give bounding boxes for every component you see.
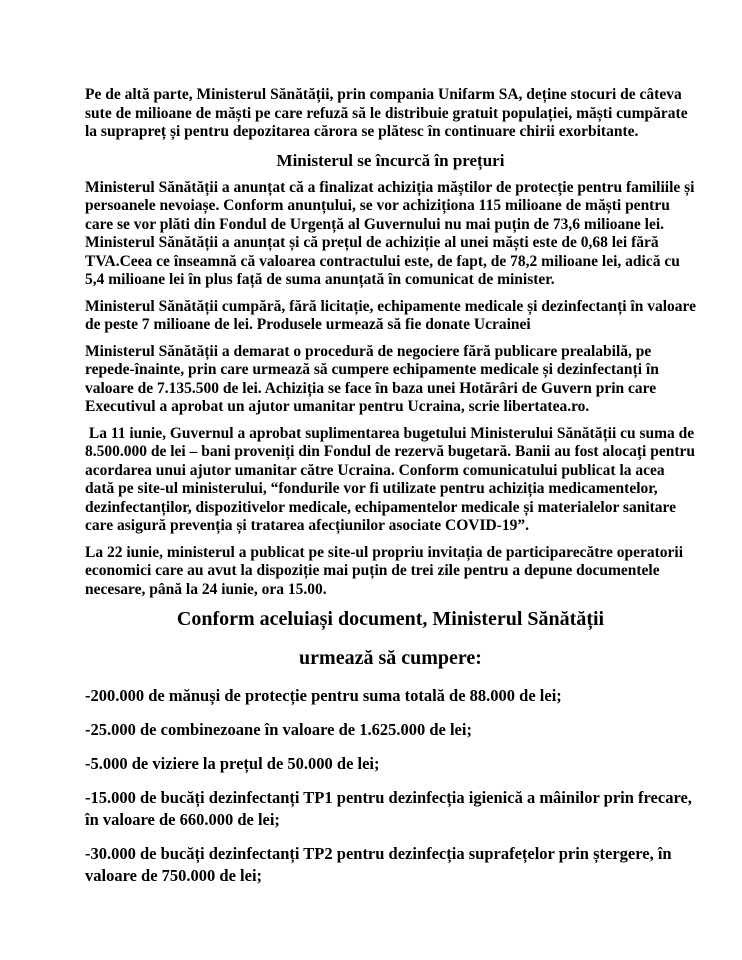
list-item-protective-gloves: -200.000 de mănuși de protecție pentru suma totală de 88.000 de lei;: [85, 686, 562, 705]
heading-prices-confusion: Ministerul se încurcă în prețuri: [276, 150, 505, 170]
list-item-disinfectant-tp1: -15.000 de bucăți dezinfectanți TP1 pentru dezinfecția igienică a mâinilor prin frecare, în valoare de 660.000 de lei;: [85, 788, 697, 829]
paragraph-negotiation-procedure: Ministerul Sănătății a demarat o procedură de negociere fără publicare prealabilă, pe repede-înainte, prin care urmează să cumpere echipamente medicale și dezinfectanți în valoare de 7.135.500 de lei. Achiziția se face în baza unei Hotărâri de Guvern prin care Executivul a aprobat un ajutor umanitar pentru Ucraina, scrie libertatea.ro.: [85, 342, 663, 415]
paragraph-medical-equipment-purchase: Ministerul Sănătății cumpără, fără licitație, echipamente medicale și dezinfectanți în valoare de peste 7 milioane de lei. Produsele urmează să fie donate Ucrainei: [85, 297, 700, 333]
paragraph-mask-acquisition: Ministerul Sănătății a anunțat că a finalizat achiziția măștilor de protecție pentru familiile și persoanele nevoiașe. Conform anunțului, se vor achiziționa 115 milioane de măști pentru care se vor plăti din Fondul de Urgență al Guvernului nu mai puțin de 73,6 milioane lei. Ministerul Sănătății a anunțat și că prețul de achiziție al unei măști este de 0,68 lei fără TVA.Ceea ce înseamnă că valoarea contractului este, de fapt, de 78,2 milioane lei, adică cu 5,4 milioane lei în plus față de suma anunțată în comunicat de minister.: [85, 178, 699, 288]
list-item-visors: -5.000 de viziere la prețul de 50.000 de lei;: [85, 754, 380, 773]
heading-document-intro: Conform aceluiași document, Ministerul Sănătății: [176, 608, 605, 630]
paragraph-unifarm-stocks: Pe de altă parte, Ministerul Sănătății, prin compania Unifarm SA, deține stocuri de câteva sute de milioane de măști pe care refuză să le distribuie gratuit populației, măști cumpărate la suprapreț și pentru depozitarea cărora se plătesc în continuare chirii exorbitante.: [85, 86, 692, 140]
paragraph-participation-invitation: La 22 iunie, ministerul a publicat pe site-ul propriu invitația de participarecătre operatorii economici care au avut la dispoziție mai puțin de trei zile pentru a depune documentele necesare, până la 24 iunie, ora 15.00.: [85, 543, 687, 598]
paragraph-budget-supplement: La 11 iunie, Guvernul a aprobat suplimentarea bugetului Ministerului Sănătății cu suma de 8.500.000 de lei – bani proveniți din Fondul de rezervă bugetară. Banii au fost alocați pentru acordarea unui ajutor umanitar către Ucraina. Conform comunicatului publicat la acea dată pe site-ul ministerului, “fondurile vor fi utilizate pentru achiziția medicamentelor, dezinfectanților, dispozitivelor medicale, echipamentelor medicale și materialelor sanitare care asigură prevenția și tratarea afecțiunilor asociate COVID-19”.: [85, 424, 699, 534]
list-item-disinfectant-tp2: -30.000 de bucăți dezinfectanți TP2 pentru dezinfecția suprafețelor prin ștergere, în valoare de 750.000 de lei;: [85, 844, 676, 885]
heading-to-buy: urmează să cumpere:: [299, 647, 482, 669]
list-item-coveralls: -25.000 de combinezoane în valoare de 1.625.000 de lei;: [85, 720, 472, 739]
